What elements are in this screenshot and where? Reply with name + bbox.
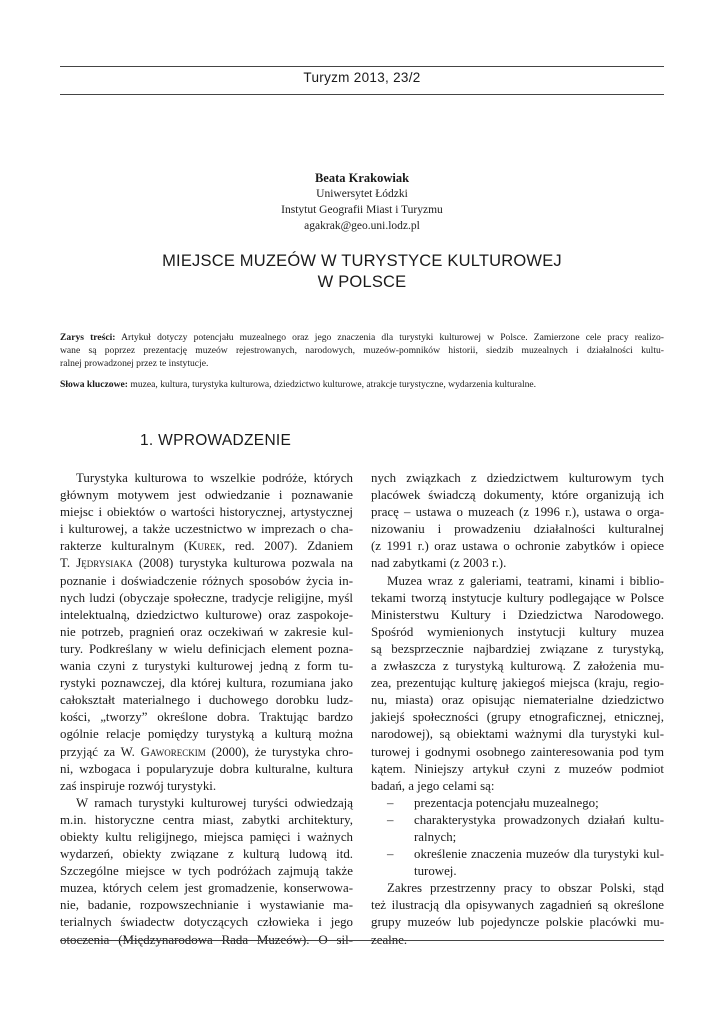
author-email[interactable]: agakrak@geo.uni.lodz.pl	[304, 220, 420, 232]
left-line: nie potrzeb, pragnień oraz oczekiwań w zakresie kul-	[60, 624, 353, 639]
title-line-2: W POLSCE	[317, 273, 407, 291]
right-line: turowej i godnymi osobnego zainteresowania pod tym	[371, 744, 664, 759]
right-line: Ministerstwu Kultury i Dziedzictwa Narodowego.	[371, 607, 664, 622]
right-line: też ilustracją dla opisywanych zagadnień są określone	[371, 898, 664, 913]
list-item	[371, 795, 664, 812]
citation-jedrysiak: Jędrysiaka	[76, 556, 133, 571]
left-line: rystyki poznawczej, dla której kultura, rozumiana jako	[60, 676, 353, 691]
right-line: pracę – ustawa o muzeach (z 1996 r.), ustawa o orga-	[371, 505, 664, 520]
right-line: są bezsprzecznie najbardziej związane z turystyką,	[371, 641, 664, 656]
right-line: narodowej), są obiektami ważnymi dla turystyki kul-	[371, 727, 664, 742]
left-line: i kulturowej, a także uczestnictwo w imprezach o cha-	[60, 522, 353, 537]
left-line: wydarzeń, obiekty związane z kulturą ludową itd.	[60, 847, 353, 862]
list-item	[371, 812, 664, 829]
author-block	[60, 170, 664, 234]
left-line: terialnych świadectw dotyczących człowieka i jego	[60, 915, 353, 930]
left-line: kości, „tworzy” określone dobra. Traktując bardzo	[60, 710, 353, 725]
right-line: zealne.	[371, 932, 408, 947]
left-line: Szczególne miejsce w tych podróżach zajmują także	[60, 864, 353, 879]
left-line	[60, 744, 353, 761]
section-heading: 1. WPROWADZENIE	[140, 432, 292, 449]
dash-bullet: –	[387, 847, 394, 862]
abstract-line-3: ralnej prowadzonej przez te instytucje.	[60, 357, 209, 369]
left-line: zaś inspiruje rozwój turystyki.	[60, 778, 217, 793]
left-line: W ramach turystyki kulturowej turyści odwiedzają	[76, 795, 353, 810]
title-line-1: MIEJSCE MUZEÓW W TURYSTYCE KULTUROWEJ	[162, 252, 562, 270]
left-line: m.in. historyczne centra miast, zabytki architektury,	[60, 812, 353, 827]
left-line: głównym motywem jest odwiedzanie i poznawanie	[60, 488, 353, 503]
left-text: (2008) turystyka kulturowa pozwala na	[132, 556, 353, 571]
footer-rule	[60, 940, 664, 941]
left-text: przyjąć za W.	[60, 744, 141, 759]
dash-bullet: –	[387, 812, 394, 827]
keywords	[60, 379, 664, 392]
left-line: Turystyka kulturowa to wszelkie podróże, których	[76, 471, 353, 485]
left-column	[60, 470, 353, 949]
left-line: intelektualną, dziedzictwo kulturowe) oraz zaspokoje-	[60, 607, 353, 622]
abstract-label: Zarys treści:	[60, 332, 116, 343]
abstract-line-1	[60, 332, 664, 345]
citation-kurek: Kurek	[188, 539, 222, 554]
left-line	[60, 555, 353, 572]
left-line: nie, badanie, rozpowszechnianie i wystawianie ma-	[60, 898, 353, 913]
right-line: badań, a jego celami są:	[371, 778, 495, 793]
list-item-text: określenie znaczenia muzeów dla turystyki kul-	[414, 847, 664, 862]
left-line: otoczenia (Międzynarodowa Rada Muzeów). O sil-	[60, 932, 353, 947]
left-text: (2000), że turystyka chro-	[205, 744, 353, 759]
article-title	[60, 251, 664, 293]
left-line: obiekty kultu religijnego, miejsca pamięci i ważnych	[60, 829, 353, 844]
left-text: rakterze kulturalnym (	[60, 539, 189, 554]
dash-bullet: –	[387, 795, 394, 810]
list-item-text: charakterystyka prowadzonych działań kultu-	[414, 812, 664, 827]
abstract	[60, 332, 664, 392]
author-university: Uniwersytet Łódzki	[316, 188, 408, 200]
left-line: poznanie i doświadczenie różnych sposobów życia in-	[60, 573, 353, 588]
list-item-continuation: ralnych;	[414, 829, 457, 844]
abstract-line-2: wane są poprzez prezentację muzeów rejestrowanych, narodowych, muzeów-pomników historii, siedzib muzealnych i działalności kultu-	[60, 344, 664, 356]
journal-header: Turyzm 2013, 23/2	[303, 70, 421, 85]
author-name: Beata Krakowiak	[314, 171, 410, 185]
abstract-text-1: Artykuł dotyczy potencjału muzealnego oraz jego znaczenia dla turystyki kulturowej w Polsce. Zamierzone cele pracy realizo-	[121, 332, 665, 343]
keywords-text: muzea, kultura, turystyka kulturowa, dziedzictwo kulturowe, atrakcje turystyczne, wydarzenia kulturalne.	[130, 379, 537, 391]
left-line: muzea, których celem jest gromadzenie, konserwowa-	[60, 881, 353, 896]
right-line: jakiejś społeczności (grupy etnograficznej, etnicznej,	[371, 710, 664, 725]
left-line: miejsc i obiektów o wartości historycznej, artystycznej	[60, 505, 353, 520]
right-line: nad zabytkami (z 2003 r.).	[371, 556, 507, 571]
right-line: grupy muzeów lub pojedyncze polskie placówki mu-	[371, 915, 664, 930]
left-text: T.	[60, 556, 77, 571]
left-line: ni, wzbogaca i popularyzuje dobra kulturalne, kultura	[60, 761, 353, 776]
header-bottom-rule	[60, 94, 664, 95]
list-item-text: prezentacja potencjału muzealnego;	[414, 795, 599, 810]
right-line: nizowaniu i prowadzeniu działalności kulturalnej	[371, 522, 664, 537]
citation-gaworecki: Gaworeckim	[140, 744, 206, 759]
right-line: Spośród wymienionych instytucji kultury muzea	[371, 624, 664, 639]
right-line: a zwłaszcza z turystyką kulturową. Z założenia mu-	[371, 659, 664, 674]
left-line: tury. Podkreślany w wielu definicjach element pozna-	[60, 641, 353, 656]
left-line: nych ludzi (obyczaje społeczne, tradycje religijne, myśl	[60, 590, 353, 605]
left-line: ogólnie relacje pomiędzy turystyką a kulturą można	[60, 727, 353, 742]
list-item-continuation: turowej.	[414, 864, 457, 879]
right-line: Muzea wraz z galeriami, teatrami, kinami i biblio-	[387, 573, 664, 588]
right-line: nych związkach z dziedzictwem kulturowym tych	[371, 471, 664, 485]
right-line: Zakres przestrzenny pracy to obszar Polski, stąd	[387, 881, 664, 896]
keywords-label: Słowa kluczowe:	[60, 379, 128, 391]
right-line: kątem. Niniejszy artykuł czyni z muzeów podmiot	[371, 761, 664, 776]
right-line: zea, prezentując kulturę jakiegoś miejsca (kraju, regio-	[371, 676, 664, 691]
right-column	[371, 470, 664, 949]
right-line: placówek świadczą dokumenty, które organizują ich	[371, 488, 664, 503]
right-line: nu, miasta) oraz opisując niematerialne dziedzictwo	[371, 693, 664, 708]
left-line: całokształt materialnego i duchowego dorobku ludz-	[60, 693, 353, 708]
right-line: (z 1991 r.) oraz ustawa o ochronie zabytków i opiece	[371, 539, 664, 554]
right-line: tekami tworzą instytucje kultury podlegające w Polsce	[371, 590, 664, 605]
left-line	[60, 538, 353, 555]
header-top-rule	[60, 66, 664, 67]
list-item	[371, 846, 664, 863]
left-text: , red. 2007). Zdaniem	[221, 539, 354, 554]
author-institute: Instytut Geografii Miast i Turyzmu	[281, 204, 443, 216]
left-line: wania czyni z turystyki kulturowej jedną z form tu-	[60, 659, 353, 674]
